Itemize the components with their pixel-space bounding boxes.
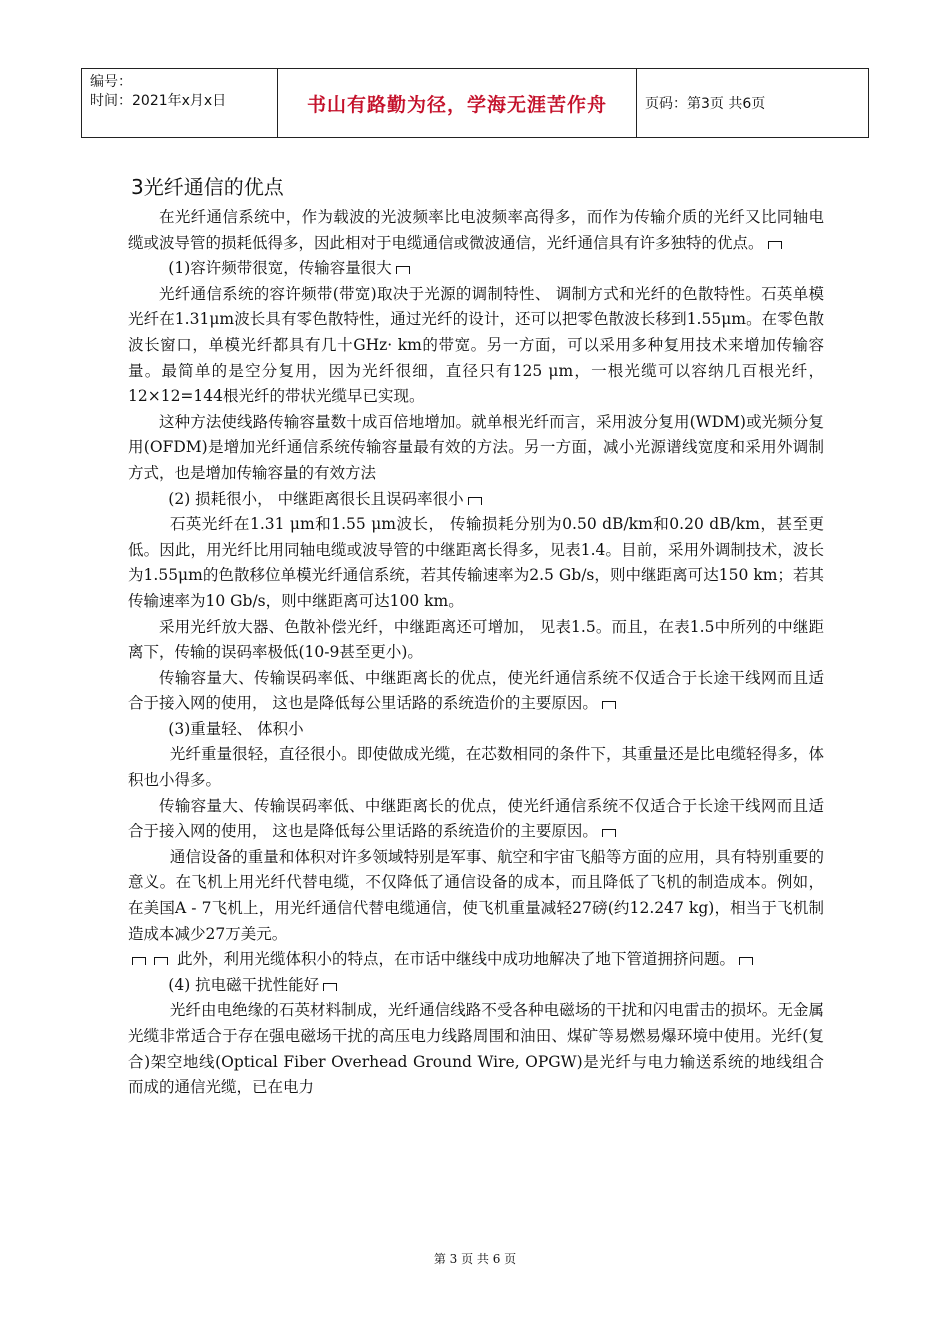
paragraph: 光纤由电绝缘的石英材料制成，光纤通信线路不受各种电磁场的干扰和闪电雷击的损坏。无金属光缆非常适合于存在强电磁场干扰的高压电力线路周围和油田、煤矿等易燃易爆环境中使用。光纤(复合)架空地线(Optical Fiber Overhead Ground Wire, OPGW)是光纤与电力输送系统的地线组合而成的通信光缆，已在电力 [128, 1001, 824, 1097]
section-title: 3光纤通信的优点 [131, 175, 284, 199]
paragraph-mark-icon [739, 957, 753, 965]
subheading: (2) 损耗很小， 中继距离很长且误码率很小 [128, 487, 824, 513]
paragraph: 此外，利用光缆体积小的特点，在市话中继线中成功地解决了地下管道拥挤问题。 [128, 947, 824, 973]
time-label: 时间：2021年x月x日 [90, 93, 227, 109]
subheading: (4) 抗电磁干扰性能好 [128, 973, 824, 999]
paragraph: 在光纤通信系统中，作为载波的光波频率比电波频率高得多，而作为传输介质的光纤又比同轴电缆或波导管的损耗低得多，因此相对于电缆通信或微波通信，光纤通信具有许多独特的优点。 [128, 208, 824, 252]
paragraph-mark-icon [154, 957, 168, 965]
paragraph: 传输容量大、传输误码率低、中继距离长的优点，使光纤通信系统不仅适合于长途干线网而且适合于接入网的使用， 这也是降低每公里话路的系统造价的主要原因。 [128, 796, 824, 841]
paragraph-mark-icon [396, 266, 410, 274]
number-label: 编号： [90, 74, 132, 90]
paragraph-mark-icon [468, 497, 482, 505]
paragraph: 光纤通信系统的容许频带(带宽)取决于光源的调制特性、 调制方式和光纤的色散特性。石英单模光纤在1.31μm波长具有零色散特性，通过光纤的设计，还可以把零色散波长移到1.55μm。在零色散波长窗口，单模光纤都具有几十GHz· km的带宽。另一方面，可以采用多种复用技术来增加传输容量。最简单的是空分复用，因为光纤很细，直径只有125 μm，一根光缆可以容纳几百根光纤，12×12=144根光纤的带状光缆早已实现。 [128, 284, 824, 406]
subheading: (3)重量轻、 体积小 [168, 719, 304, 738]
paragraph-mark-icon [768, 241, 782, 249]
subheading: (1)容许频带很宽，传输容量很大 [128, 256, 824, 282]
paragraph: 通信设备的重量和体积对许多领域特别是军事、航空和宇宙飞船等方面的应用，具有特别重要的意义。在飞机上用光纤代替电缆，不仅降低了通信设备的成本，而且降低了飞机的制造成本。例如，在美国A - 7飞机上，用光纤通信代替电缆通信，使飞机重量减轻27磅(约12.247 kg)，相当于飞机制造成本减少27万美元。 [128, 847, 824, 943]
page-footer: 第 3 页 共 6 页 [433, 1252, 517, 1266]
paragraph: 采用光纤放大器、色散补偿光纤，中继距离还可增加， 见表1.5。而且，在表1.5中所列的中继距离下，传输的误码率极低(10-9甚至更小)。 [128, 617, 824, 662]
header-table [81, 68, 869, 138]
paragraph: 光纤重量很轻，直径很小。即使做成光缆，在芯数相同的条件下，其重量还是比电缆轻得多，体积也小得多。 [128, 745, 824, 790]
paragraph: 传输容量大、传输误码率低、中继距离长的优点，使光纤通信系统不仅适合于长途干线网而且适合于接入网的使用， 这也是降低每公里话路的系统造价的主要原因。 [128, 668, 824, 713]
paragraph: 这种方法使线路传输容量数十成百倍地增加。就单根光纤而言，采用波分复用(WDM)或光频分复用(OFDM)是增加光纤通信系统传输容量最有效的方法。另一方面，减小光源谱线宽度和采用外调制方式，也是增加传输容量的有效方法 [128, 412, 824, 482]
paragraph: 石英光纤在1.31 μm和1.55 μm波长， 传输损耗分别为0.50 dB/km和0.20 dB/km，甚至更低。因此，用光纤比用同轴电缆或波导管的中继距离长得多，见表1.4。目前，采用外调制技术，波长为1.55μm的色散移位单模光纤通信系统，若其传输速率为2.5 Gb/s，则中继距离可达150 km；若其传输速率为10 Gb/s，则中继距离可达100 km。 [128, 515, 824, 610]
paragraph-mark-icon [602, 701, 616, 709]
paragraph-mark-icon [323, 983, 337, 991]
page-label: 页码：第3页 共6页 [645, 96, 766, 112]
document-body [128, 205, 824, 1101]
paragraph-mark-icon [132, 957, 146, 965]
paragraph-mark-icon [602, 829, 616, 837]
header-meta [82, 69, 278, 137]
motto: 书山有路勤为径，学海无涯苦作舟 [278, 69, 637, 137]
